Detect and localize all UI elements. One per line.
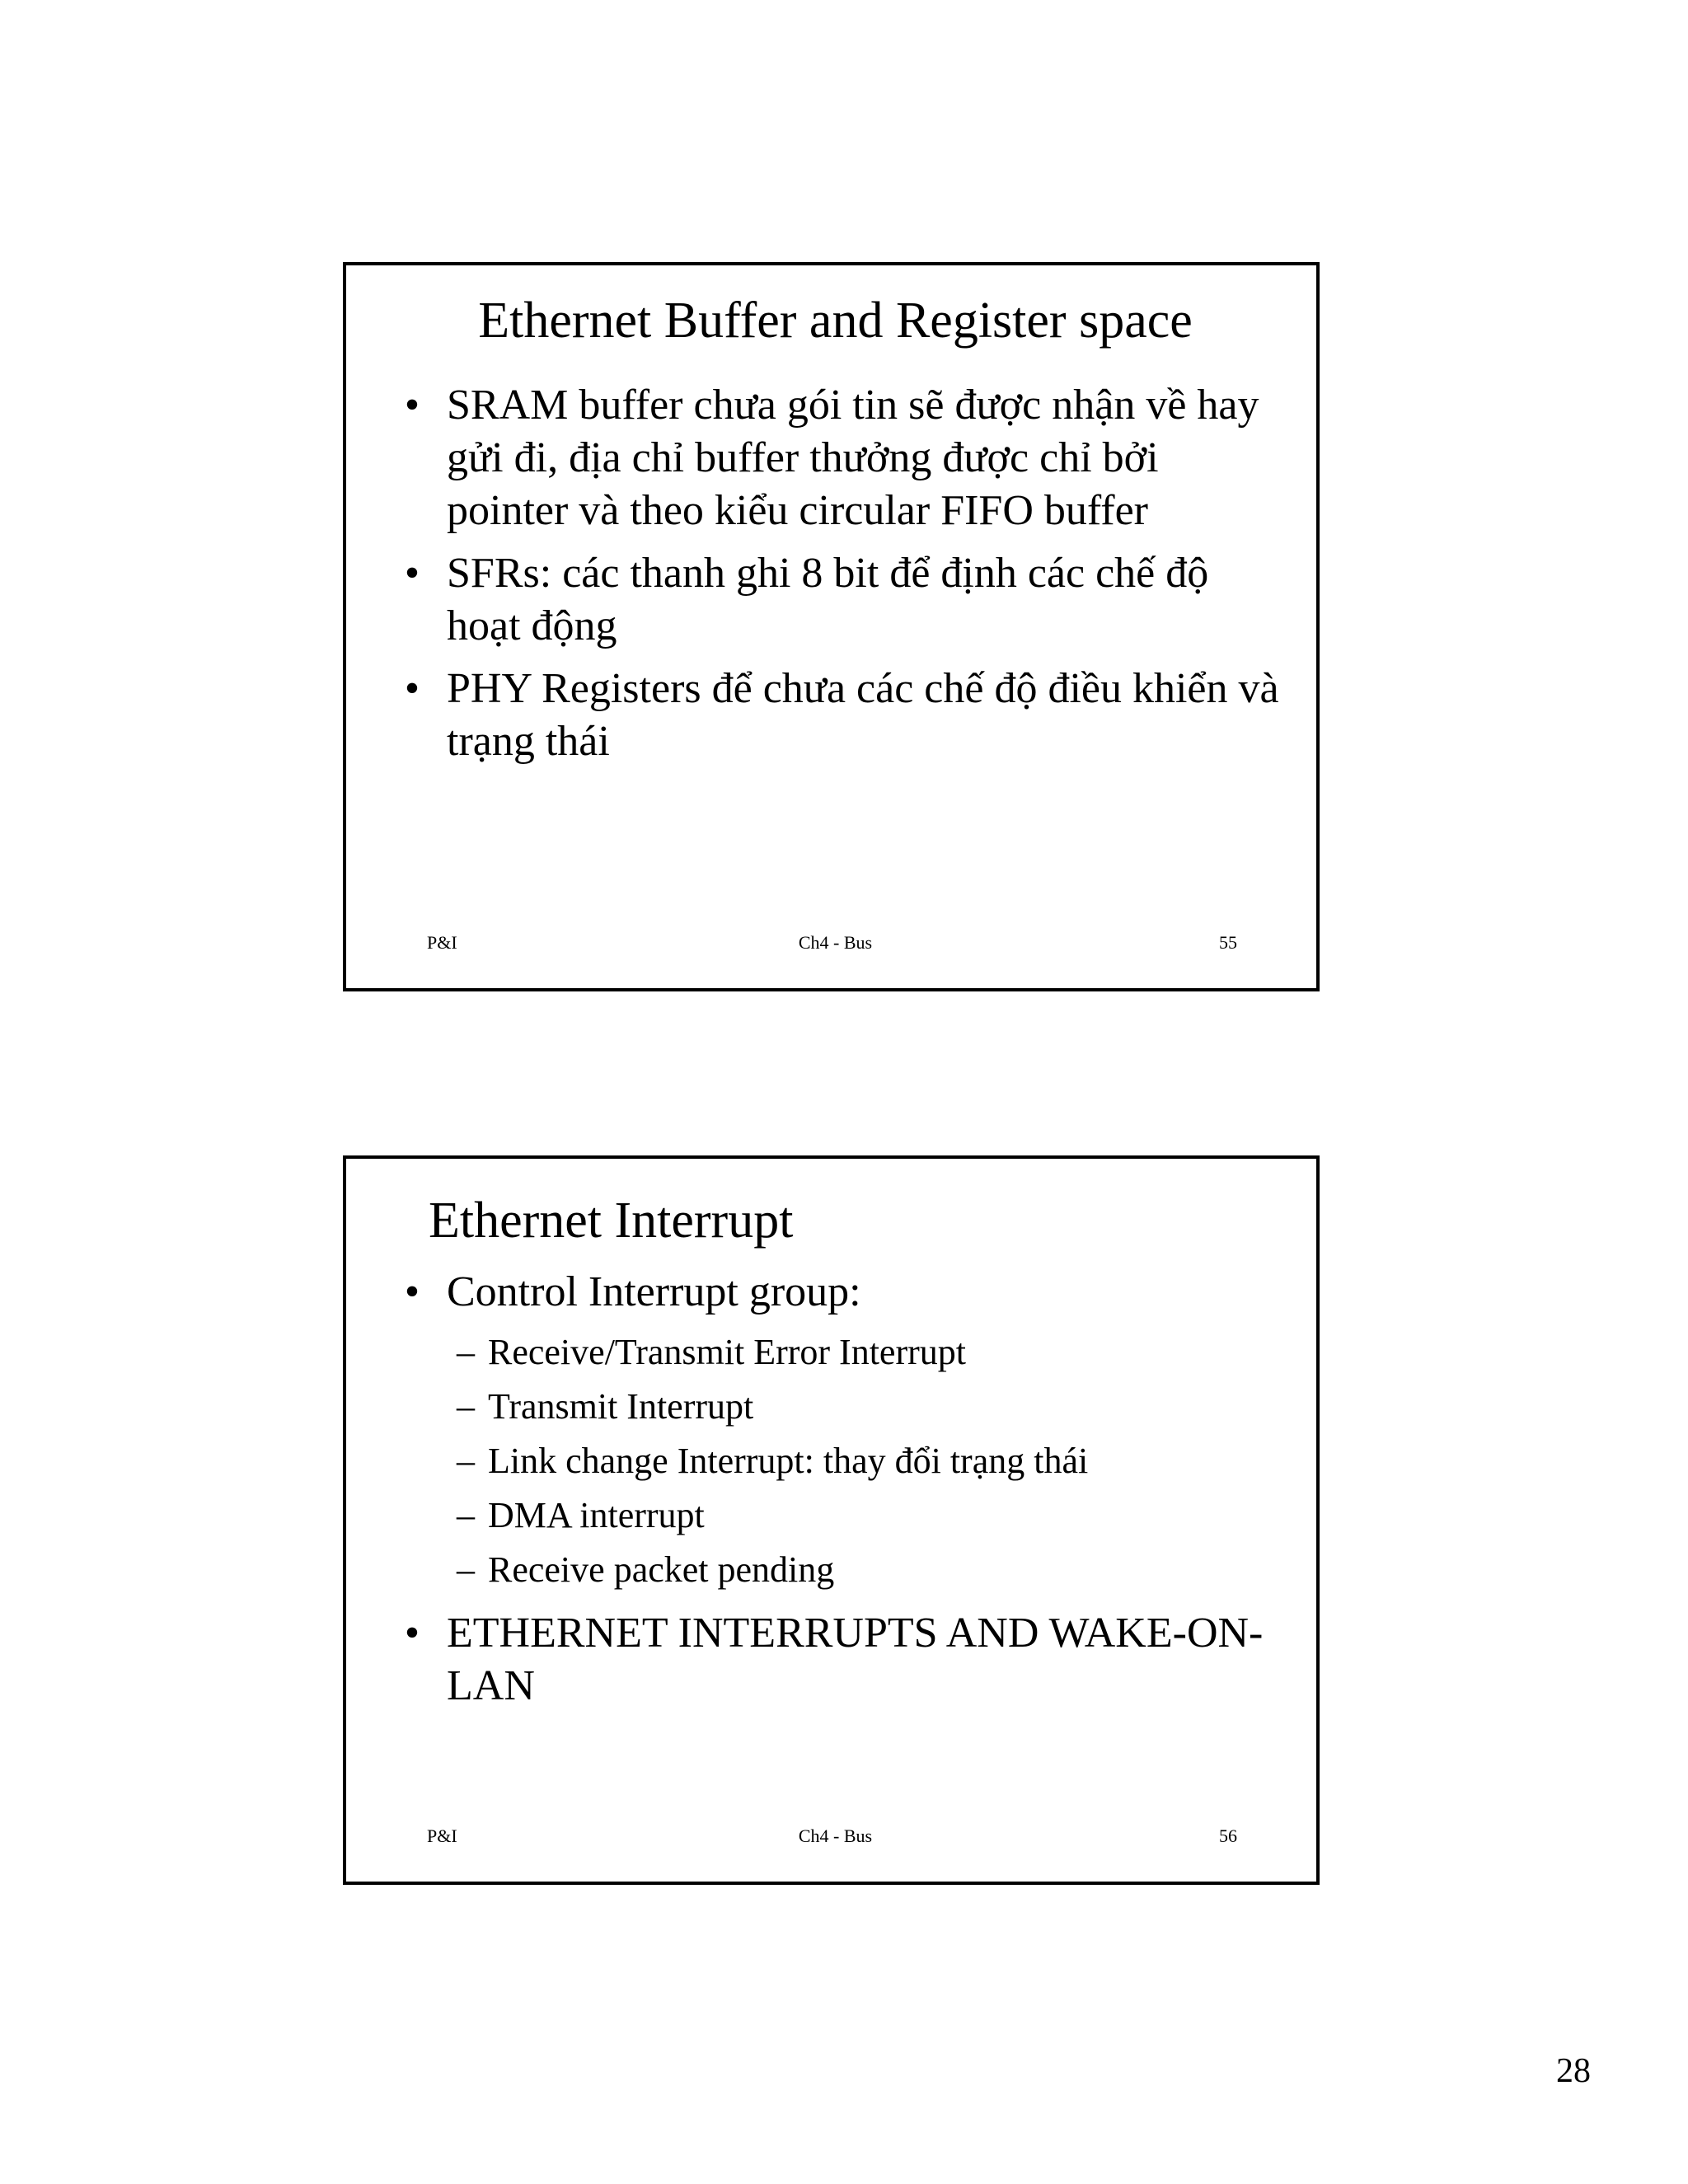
footer-center: Ch4 - Bus (798, 1825, 873, 1846)
bullet-marker: • (404, 550, 420, 597)
bullet-list (396, 1266, 1283, 1722)
footer-left: P&I (427, 932, 457, 953)
sub-bullet-item (457, 1543, 1283, 1597)
bullet-item (396, 379, 1283, 537)
sub-bullet-list (447, 1325, 1283, 1597)
sub-bullet-text: Receive packet pending (488, 1549, 835, 1590)
dash-marker: – (457, 1495, 475, 1535)
sub-bullet-item (457, 1488, 1283, 1543)
sub-bullet-text: DMA interrupt (488, 1495, 705, 1535)
bullet-text: ETHERNET INTERRUPTS AND WAKE-ON-LAN (447, 1610, 1264, 1709)
slide-56 (343, 1155, 1320, 1885)
sub-bullet-text: Receive/Transmit Error Interrupt (488, 1332, 966, 1372)
dash-marker: – (457, 1332, 475, 1372)
sub-bullet-item (457, 1380, 1283, 1434)
slide-55 (343, 262, 1320, 991)
bullet-text: SFRs: các thanh ghi 8 bit để định các chế độ hoạt động (447, 550, 1209, 649)
slide-footer (346, 930, 1316, 955)
sub-bullet-text: Transmit Interrupt (488, 1386, 754, 1427)
bullet-item (396, 1266, 1283, 1597)
bullet-list (396, 379, 1283, 778)
bullet-text: SRAM buffer chưa gói tin sẽ được nhận về hay gửi đi, địa chỉ buffer thưởng được chỉ bởi pointer và theo kiểu circular FIFO buffer (447, 382, 1259, 534)
bullet-marker: • (404, 382, 420, 429)
footer-left: P&I (427, 1825, 457, 1846)
footer-center: Ch4 - Bus (798, 932, 873, 953)
bullet-marker: • (404, 665, 420, 712)
slide-title: Ethernet Buffer and Register space (478, 293, 1193, 349)
dash-marker: – (457, 1549, 475, 1590)
bullet-marker: • (404, 1610, 420, 1657)
bullet-text: PHY Registers để chưa các chế độ điều khiển và trạng thái (447, 665, 1279, 765)
page-number: 28 (1556, 2052, 1591, 2090)
bullet-item (396, 663, 1283, 768)
bullet-item (396, 1607, 1283, 1713)
bullet-marker: • (404, 1268, 420, 1315)
slide-title: Ethernet Interrupt (429, 1193, 794, 1249)
slide-number: 55 (1219, 932, 1237, 953)
slide-number: 56 (1219, 1825, 1237, 1846)
dash-marker: – (457, 1441, 475, 1481)
sub-bullet-item (457, 1434, 1283, 1488)
sub-bullet-item (457, 1325, 1283, 1380)
sub-bullet-text: Link change Interrupt: thay đổi trạng thái (488, 1441, 1089, 1481)
bullet-item (396, 547, 1283, 653)
dash-marker: – (457, 1386, 475, 1427)
bullet-text: Control Interrupt group: (447, 1268, 861, 1315)
slide-footer (346, 1824, 1316, 1849)
